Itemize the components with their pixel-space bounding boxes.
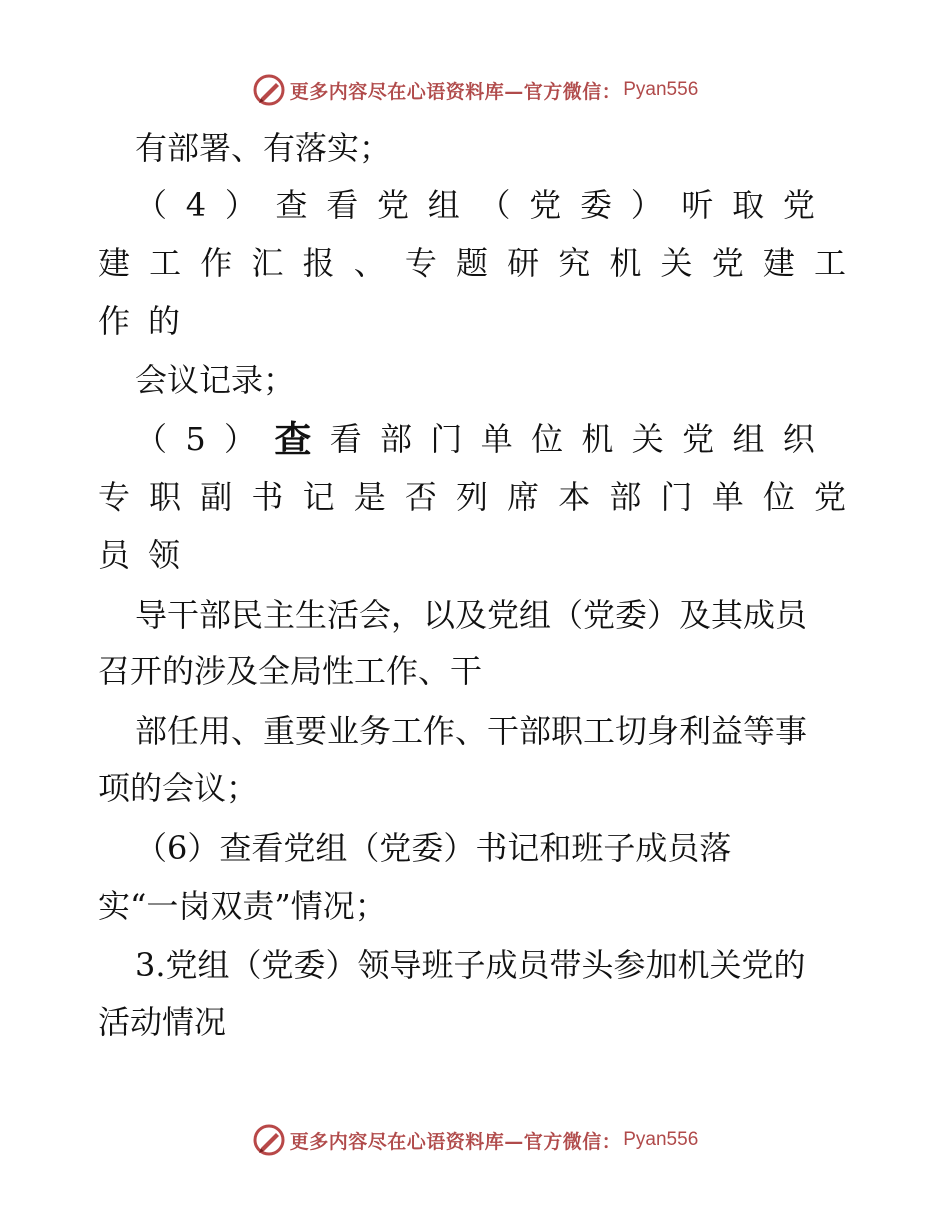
text-char: 看 bbox=[326, 186, 359, 224]
text-char: 报 bbox=[302, 244, 335, 282]
text-char: 位 bbox=[762, 478, 795, 516]
text-char: 听 bbox=[681, 186, 714, 224]
watermark-text: 更多内容尽在心语资料库—官方微信： bbox=[289, 80, 622, 103]
text-char: 党 bbox=[682, 420, 715, 458]
text-char: 汇 bbox=[251, 244, 284, 282]
text-char: 、 bbox=[353, 244, 386, 282]
text-char: 席 bbox=[507, 478, 540, 516]
text-char: 研 bbox=[507, 244, 540, 282]
text-char: ） bbox=[630, 186, 663, 224]
text-line: 会议记录； bbox=[135, 361, 296, 399]
text-char: 取 bbox=[732, 186, 765, 224]
text-char: ） bbox=[224, 420, 257, 458]
watermark-wechat-id: Pyan556 bbox=[623, 79, 699, 100]
text-char: 领 bbox=[147, 536, 180, 574]
text-char: （ bbox=[135, 420, 168, 458]
text-char: （ bbox=[478, 186, 511, 224]
text-char: 员 bbox=[98, 536, 131, 574]
pen-logo-icon bbox=[252, 1123, 286, 1157]
text-char: 单 bbox=[480, 420, 513, 458]
text-char: （ bbox=[135, 186, 168, 224]
text-line-justified bbox=[98, 535, 180, 575]
text-line: 召开的涉及全局性工作、干 bbox=[98, 652, 483, 690]
text-line-justified bbox=[98, 477, 846, 517]
text-char: 工 bbox=[149, 244, 182, 282]
text-char: 部 bbox=[609, 478, 642, 516]
text-char: ） bbox=[224, 186, 257, 224]
text-char: 查 bbox=[274, 417, 312, 461]
text-char: 专 bbox=[404, 244, 437, 282]
footer-watermark bbox=[0, 1120, 950, 1160]
text-char: 党 bbox=[377, 186, 410, 224]
text-char: 否 bbox=[404, 478, 437, 516]
text-char: 关 bbox=[660, 244, 693, 282]
text-char: 5 bbox=[185, 420, 206, 458]
text-char: 建 bbox=[98, 244, 131, 282]
text-line: 部任用、重要业务工作、干部职工切身利益等事 bbox=[135, 712, 808, 750]
text-char: 委 bbox=[579, 186, 612, 224]
text-char: 门 bbox=[430, 420, 463, 458]
text-char: 组 bbox=[732, 420, 765, 458]
text-line: 导干部民主生活会，以及党组（党委）及其成员 bbox=[135, 596, 808, 634]
text-char: 党 bbox=[529, 186, 562, 224]
text-char: 查 bbox=[275, 186, 308, 224]
text-char: 专 bbox=[98, 478, 131, 516]
text-char: 机 bbox=[609, 244, 642, 282]
text-char: 党 bbox=[782, 186, 815, 224]
text-char: 作 bbox=[98, 302, 131, 340]
watermark-wechat-id: Pyan556 bbox=[623, 1129, 699, 1150]
text-line-justified bbox=[98, 301, 180, 341]
text-char: 记 bbox=[302, 478, 335, 516]
text-char: 4 bbox=[185, 186, 207, 224]
text-line: （6）查看党组（党委）书记和班子成员落 bbox=[135, 829, 732, 867]
header-watermark bbox=[0, 70, 950, 110]
text-char: 织 bbox=[782, 420, 815, 458]
text-line: 项的会议； bbox=[98, 769, 259, 807]
text-char: 单 bbox=[711, 478, 744, 516]
text-char: 题 bbox=[455, 244, 488, 282]
text-char: 看 bbox=[329, 420, 362, 458]
text-char: 党 bbox=[813, 478, 846, 516]
text-line-justified bbox=[135, 185, 815, 225]
text-char: 本 bbox=[558, 478, 591, 516]
text-line: 实“一岗双责”情况； bbox=[98, 887, 387, 925]
text-char: 副 bbox=[200, 478, 233, 516]
text-char: 作 bbox=[200, 244, 233, 282]
text-char: 的 bbox=[147, 302, 180, 340]
text-char: 门 bbox=[660, 478, 693, 516]
text-char: 关 bbox=[631, 420, 664, 458]
watermark-text: 更多内容尽在心语资料库—官方微信： bbox=[289, 1130, 622, 1153]
text-char: 列 bbox=[455, 478, 488, 516]
text-char: 机 bbox=[581, 420, 614, 458]
text-char: 党 bbox=[711, 244, 744, 282]
text-char: 职 bbox=[149, 478, 182, 516]
text-char: 部 bbox=[380, 420, 413, 458]
text-char: 究 bbox=[558, 244, 591, 282]
text-char: 组 bbox=[427, 186, 460, 224]
text-char: 建 bbox=[762, 244, 795, 282]
text-char: 书 bbox=[251, 478, 284, 516]
text-char: 位 bbox=[531, 420, 564, 458]
text-line: 3.党组（党委）领导班子成员带头参加机关党的 bbox=[135, 946, 806, 984]
text-line-justified bbox=[98, 243, 846, 283]
text-line: 有部署、有落实； bbox=[135, 129, 392, 167]
pen-logo-icon bbox=[252, 73, 286, 107]
text-line-justified bbox=[135, 419, 815, 459]
text-char: 工 bbox=[813, 244, 846, 282]
text-line: 活动情况 bbox=[98, 1003, 227, 1041]
text-char: 是 bbox=[353, 478, 386, 516]
